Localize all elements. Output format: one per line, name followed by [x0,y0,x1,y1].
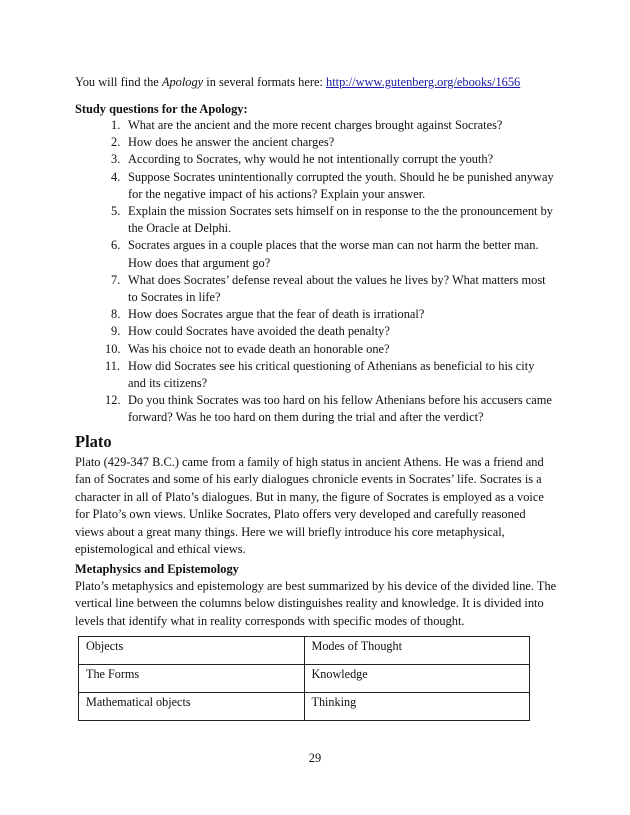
question-number: 12. [105,393,121,408]
apology-title: Apology [161,75,204,89]
plato-line: Plato (429-347 B.C.) came from a family of high status in ancient Athens. He was a friend and [75,455,544,469]
question-text-line: the Oracle at Delphi. [128,221,232,236]
study-question-item [75,151,565,168]
study-questions-heading: Study questions for the Apology: [75,102,248,116]
question-text-line: What are the ancient and the more recent charges brought against Socrates? [128,118,503,132]
question-text-line: How could Socrates have avoided the death penalty? [128,324,390,339]
question-number: 7. [111,272,121,287]
study-question-item [75,272,565,306]
question-text-line: for the negative impact of his actions? Explain your answer. [128,186,426,201]
plato-line: epistemological and ethical views. [75,542,246,557]
question-text-line: Explain the mission Socrates sets himself on in response to the the pronouncement by [128,204,553,219]
question-text-line: According to Socrates, why would he not intentionally corrupt the youth? [128,152,494,167]
question-text-line: Socrates argues in a couple places that the worse man can not harm the better man. [128,238,539,253]
plato-line: views about a great many things. Here we will briefly introduce his core metaphysical, [75,524,505,539]
table-row [79,665,530,693]
question-number: 8. [111,307,121,322]
study-question-item [75,341,565,358]
question-text-line: and its citizens? [128,376,208,391]
study-question-item [75,134,565,151]
metaphysics-heading: Metaphysics and Epistemology [75,562,239,576]
study-question-item [75,117,565,134]
question-number: 10. [105,341,121,356]
intro-middle: in several formats here: [203,75,326,89]
question-text-line: to Socrates in life? [128,290,221,305]
study-question-item [75,169,565,203]
metaphysics-paragraph [75,578,565,630]
study-question-item [75,306,565,323]
question-text-line: How does that argument go? [128,255,271,270]
intro-line [75,74,565,91]
study-question-item [75,237,565,271]
metaphysics-line: Plato’s metaphysics and epistemology are best summarized by his device of the divided line. The [75,579,557,593]
question-text-line: Was his choice not to evade death an honorable one? [128,341,390,356]
question-number: 11. [105,358,121,373]
question-number: 6. [111,238,121,253]
question-number: 1. [111,118,121,132]
table-cell-objects-header: Objects [79,637,305,665]
plato-heading: Plato [75,432,112,451]
question-text-line: Do you think Socrates was too hard on his fellow Athenians before his accusers came [128,393,552,408]
table-cell: Mathematical objects [79,693,305,721]
question-number: 2. [111,135,121,150]
study-question-item [75,323,565,340]
table-row [79,637,530,665]
study-question-item [75,358,565,392]
plato-line: fan of Socrates and some of his early dialogues chronicle events in Socrates’ life. Socrates is a [75,472,542,487]
metaphysics-line: levels that identify what in reality corresponds with specific modes of thought. [75,613,465,628]
study-question-item [75,392,565,426]
table-cell-modes-header: Modes of Thought [304,637,530,665]
question-text-line: How does Socrates argue that the fear of death is irrational? [128,307,425,322]
table-cell: Thinking [304,693,530,721]
metaphysics-line: vertical line between the columns below distinguishes reality and knowledge. It is divided into [75,596,544,611]
intro-prefix: You will find the [75,75,162,89]
question-number: 3. [111,152,121,167]
table-cell: Knowledge [304,665,530,693]
question-text-line: What does Socrates’ defense reveal about the values he lives by? What matters most [128,272,546,287]
study-questions-list [75,117,565,427]
question-number: 4. [111,169,121,184]
divided-line-table [78,636,530,721]
table-row [79,693,530,721]
plato-line: for Plato’s own views. Unlike Socrates, Plato offers very developed and carefully reasoned [75,507,526,522]
study-question-item [75,203,565,237]
question-number: 5. [111,204,121,219]
question-text-line: How does he answer the ancient charges? [128,135,335,150]
question-number: 9. [111,324,121,339]
question-text-line: How did Socrates see his critical questioning of Athenians as beneficial to his city [128,358,535,373]
plato-line: character in all of Plato’s dialogues. But in many, the figure of Socrates is employed as a voice [75,489,544,504]
question-text-line: Suppose Socrates unintentionally corrupted the youth. Should he be punished anyway [128,169,554,184]
page-number: 29 [308,751,322,765]
question-text-line: forward? Was he too hard on them during the trial and after the verdict? [128,410,484,425]
plato-paragraph [75,454,565,558]
table-cell: The Forms [79,665,305,693]
gutenberg-link[interactable]: http://www.gutenberg.org/ebooks/1656 [326,75,521,89]
